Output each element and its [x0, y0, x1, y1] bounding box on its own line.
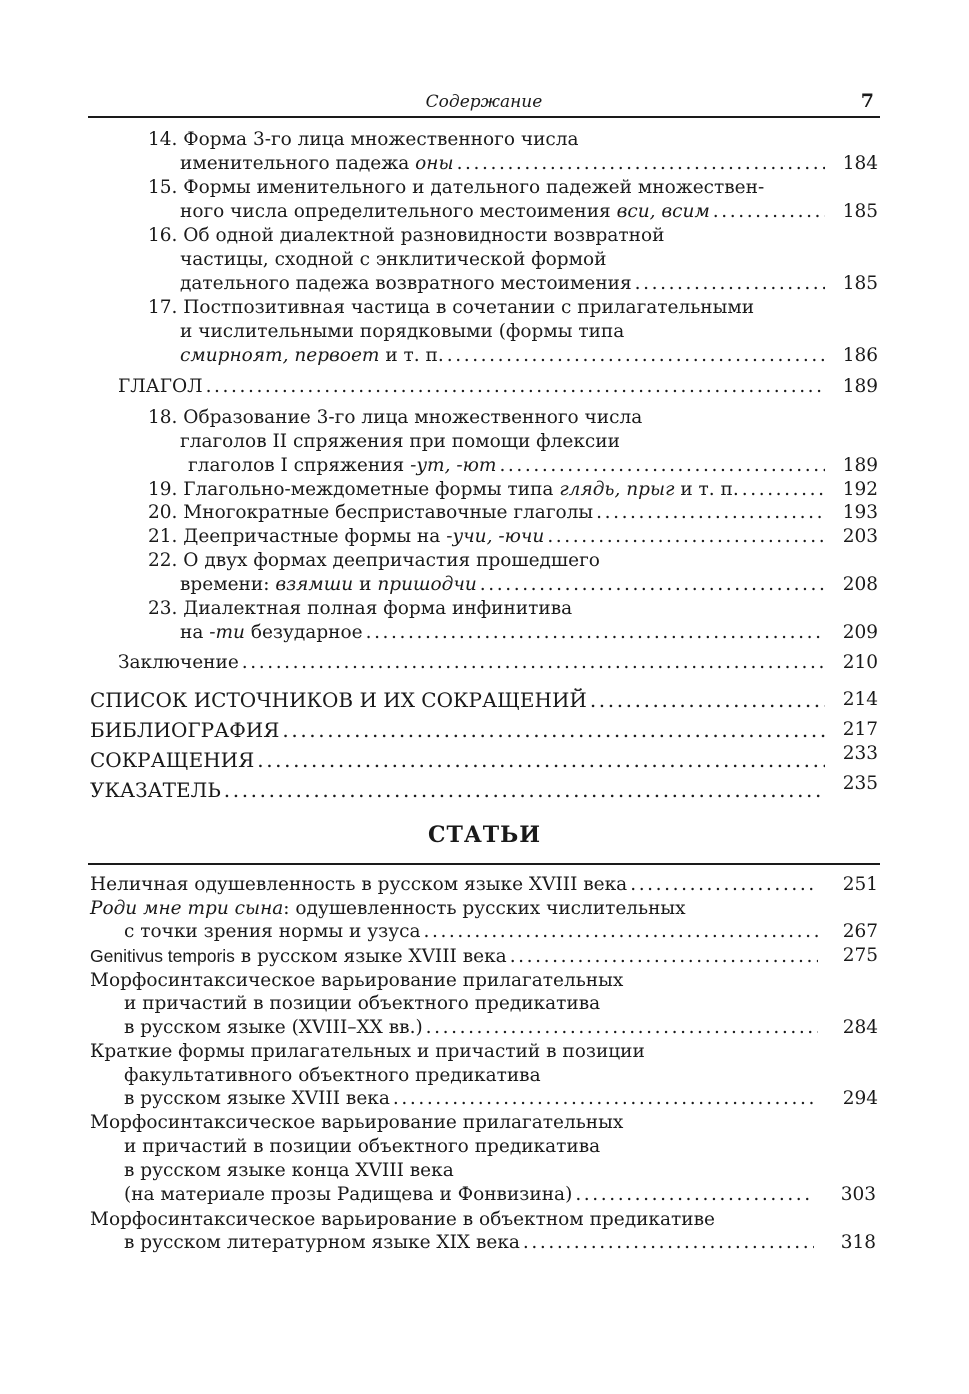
- article-entry: в русском языке XVIII века ..... 294: [0, 1087, 969, 1111]
- article-page-number: 267: [842, 921, 878, 942]
- toc-page-number: 203: [842, 526, 878, 547]
- page-number: 7: [860, 90, 874, 112]
- article-page-number: 318: [840, 1232, 876, 1253]
- toc-page-number: 214: [842, 689, 878, 710]
- toc-page-number: 209: [842, 622, 878, 643]
- toc-page-number: 208: [842, 574, 878, 595]
- toc-page-number: 192: [842, 479, 878, 500]
- toc-page-number: 185: [842, 201, 878, 222]
- toc-page-number: 217: [842, 719, 878, 740]
- article-entry: в русском языке (XVIII–XX вв.) ..... 284: [0, 1016, 969, 1040]
- article-page-number: 275: [842, 945, 878, 966]
- article-entry-line: Морфосинтаксическое варьирование в объектном предикативе: [90, 1209, 715, 1230]
- toc-abbreviations: СОКРАЩЕНИЯ ..... 233: [0, 746, 969, 774]
- toc-sources: СПИСОК ИСТОЧНИКОВ И ИХ СОКРАЩЕНИЙ ..... 214: [0, 686, 969, 714]
- section-rule: [88, 863, 880, 865]
- toc-entry-15: ного числа определительного местоимения вси, всим ..... 185: [0, 200, 969, 224]
- toc-conclusion: Заключение ..... 210: [0, 651, 969, 675]
- toc-entry-23: на -ти безударное ..... 209: [0, 621, 969, 645]
- toc-page-number: 185: [842, 273, 878, 294]
- article-page-number: 251: [842, 874, 878, 895]
- toc-index: УКАЗАТЕЛЬ ..... 235: [0, 776, 969, 804]
- article-entry-line: и причастий в позиции объектного предикатива: [124, 1136, 601, 1157]
- article-entry: с точки зрения нормы и узуса ..... 267: [0, 920, 969, 944]
- toc-page-number: 193: [842, 502, 878, 523]
- toc-entry-14-line: 14. Форма 3-го лица множественного числа: [148, 129, 579, 150]
- article-entry-line: Роди мне три сына: одушевленность русских числительных: [90, 898, 686, 919]
- toc-entry-19: 19. Глагольно-междометные формы типа глядь, прыг и т. п. ..... 192: [0, 478, 969, 502]
- toc-page-number: 186: [842, 345, 878, 366]
- toc-entry-14: именительного падежа оны ..... 184: [0, 152, 969, 176]
- toc-page-number: 233: [842, 743, 878, 764]
- toc-entry-16: дательного падежа возвратного местоимения ..... 185: [0, 272, 969, 296]
- article-entry-line: в русском языке конца XVIII века: [124, 1160, 454, 1181]
- toc-entry-18-line: глаголов II спряжения при помощи флексии: [180, 431, 620, 452]
- article-entry: в русском литературном языке XIX века ..... 318: [0, 1231, 969, 1255]
- toc-entry-17-line: и числительными порядковыми (формы типа: [180, 321, 625, 342]
- articles-section-title: СТАТЬИ: [427, 822, 542, 848]
- toc-entry-16-line: частицы, сходной с энклитической формой: [180, 249, 607, 270]
- article-entry-line: Краткие формы прилагательных и причастий в позиции: [90, 1041, 645, 1062]
- toc-entry-22: времени: взямши и пришодчи ..... 208: [0, 573, 969, 597]
- toc-page-number: 210: [842, 652, 878, 673]
- toc-entry-22-line: 22. О двух формах деепричастия прошедшего: [148, 550, 600, 571]
- toc-entry-15-line: 15. Формы именительного и дательного падежей множествен-: [148, 177, 765, 198]
- toc-entry-23-line: 23. Диалектная полная форма инфинитива: [148, 598, 573, 619]
- toc-entry-20: 20. Многократные бесприставочные глаголы ..... 193: [0, 501, 969, 525]
- article-page-number: 284: [842, 1017, 878, 1038]
- toc-page-number: 184: [842, 153, 878, 174]
- article-page-number: 294: [842, 1088, 878, 1109]
- toc-entry-17-line: 17. Постпозитивная частица в сочетании с прилагательными: [148, 297, 755, 318]
- toc-page-number: 189: [842, 455, 878, 476]
- article-page-number: 303: [840, 1184, 876, 1205]
- article-entry-line: и причастий в позиции объектного предикатива: [124, 993, 601, 1014]
- article-entry-line: факультативного объектного предикатива: [124, 1065, 541, 1086]
- article-entry-line: Морфосинтаксическое варьирование прилагательных: [90, 1112, 624, 1133]
- toc-page-number: 235: [842, 773, 878, 794]
- toc-page-number: 189: [842, 376, 878, 397]
- toc-entry-18-line: 18. Образование 3-го лица множественного числа: [148, 407, 643, 428]
- toc-entry-21: 21. Деепричастные формы на -учи, -ючи ..... 203: [0, 525, 969, 549]
- running-head: [88, 90, 880, 118]
- toc-entry-16-line: 16. Об одной диалектной разновидности возвратной: [148, 225, 665, 246]
- running-head-title: Содержание: [425, 92, 543, 112]
- article-entry-line: Морфосинтаксическое варьирование прилагательных: [90, 970, 624, 991]
- toc-entry-17: смирноят, первоет и т. п. ..... 186: [0, 344, 969, 368]
- article-entry: Genitivus temporis в русском языке XVIII века ..... 275: [0, 944, 969, 968]
- toc-bibliography: БИБЛИОГРАФИЯ ..... 217: [0, 716, 969, 744]
- toc-chapter-glagol: ГЛАГОЛ ..... 189: [0, 375, 969, 399]
- article-entry: Неличная одушевленность в русском языке XVIII века ..... 251: [0, 873, 969, 897]
- article-entry: (на материале прозы Радищева и Фонвизина) ..... 303: [0, 1183, 969, 1207]
- toc-entry-18: глаголов I спряжения -ут, -ют ..... 189: [0, 454, 969, 478]
